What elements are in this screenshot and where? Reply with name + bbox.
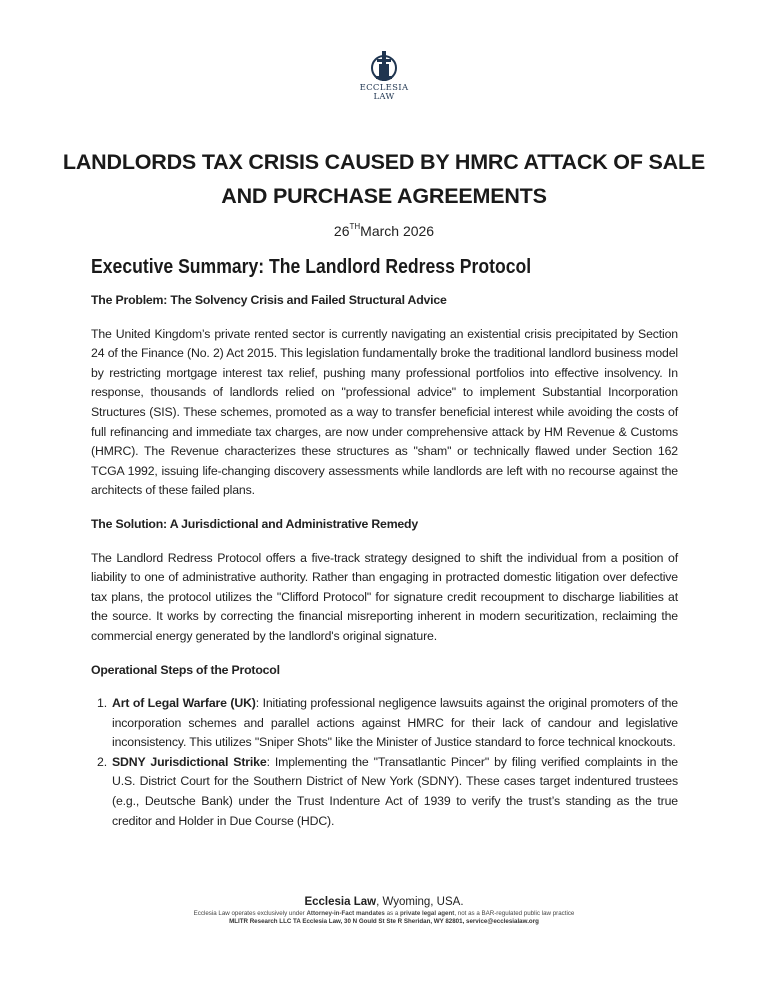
logo-brand-line1: ECCLESIA bbox=[359, 83, 409, 93]
step-text: : Initiating professional negligence lawsuits against the original promoters of the incorporation schemes and parallel actions against HMRC for their lack of candour and legislative inconsistency. This utilizes "Sniper Shots" like the Minister of Justice standard to force technical knockouts. bbox=[112, 696, 679, 750]
logo-brand-line2: LAW bbox=[373, 92, 395, 102]
document-body bbox=[91, 291, 678, 831]
footer-disclaimer bbox=[0, 909, 768, 918]
date-day: 26 bbox=[333, 223, 350, 239]
footer-address: MLITR Research LLC TA Ecclesia Law, 30 N Gould St Ste R Sheridan, WY 82801, service@ecclesialaw.org bbox=[229, 918, 539, 925]
disclaimer-text: , not as a BAR-regulated public law practice bbox=[454, 910, 575, 917]
document-title: LANDLORDS TAX CRISIS CAUSED BY HMRC ATTACK OF SALE AND PURCHASE AGREEMENTS bbox=[62, 150, 706, 208]
disclaimer-text: as a bbox=[384, 910, 400, 917]
footer-firm-location: , Wyoming, USA. bbox=[376, 896, 464, 908]
section-heading-problem: The Problem: The Solvency Crisis and Failed Structural Advice bbox=[91, 293, 447, 307]
step-title: Art of Legal Warfare (UK) bbox=[112, 696, 256, 711]
step-number: 2. bbox=[97, 754, 107, 769]
disclaimer-text: Ecclesia Law operates exclusively under bbox=[193, 910, 307, 917]
footer-firm-line bbox=[0, 895, 768, 909]
list-item bbox=[91, 753, 678, 831]
ecclesia-law-logo bbox=[350, 50, 418, 102]
steps-list bbox=[91, 694, 678, 831]
section-body-solution: The Landlord Redress Protocol offers a five-track strategy designed to shift the individual from a position of liability to one of administrative authority. Rather than engaging in protracted domestic litigation over defective tax plans, the protocol utilizes the "Clifford Protocol" for signature credit recoupment to discharge liabilities at the source. It works by correcting the financial misreporting inherent in modern securitization, reclaiming the commercial energy generated by the landlord's original signature. bbox=[91, 550, 678, 643]
date-rest: March 2026 bbox=[360, 223, 435, 239]
section-heading-solution: The Solution: A Jurisdictional and Administrative Remedy bbox=[91, 516, 419, 531]
pillar-emblem-icon bbox=[369, 50, 399, 84]
executive-summary-heading: Executive Summary: The Landlord Redress Protocol bbox=[91, 256, 532, 278]
step-title: SDNY Jurisdictional Strike bbox=[112, 754, 267, 769]
section-body-problem: The United Kingdom’s private rented sector is currently navigating an existential crisis precipitated by Section 24 of the Finance (No. 2) Act 2015. This legislation fundamentally broke the traditional landlord business model by restricting mortgage interest tax relief, pushing many professional portfolios into effective insolvency. In response, thousands of landlords relied on "professional advice" to implement Substantial Incorporation Structures (SIS). These schemes, promoted as a way to transfer beneficial interest while avoiding the costs of full refinancing and immediate tax charges, are now under comprehensive attack by HM Revenue & Customs (HMRC). The Revenue characterizes these structures as "sham" or technically flawed under Section 162 TCGA 1992, issuing life-changing discovery assessments while landlords are left with no recourse against the architects of these failed plans. bbox=[91, 326, 678, 498]
step-number: 1. bbox=[97, 696, 107, 711]
disclaimer-bold-mandates: Attorney-in-Fact mandates bbox=[306, 910, 385, 917]
section-heading-steps: Operational Steps of the Protocol bbox=[91, 662, 280, 677]
step-text: : Implementing the "Transatlantic Pincer" by filing verified complaints in the U.S. District Court for the Southern District of New York (SDNY). These cases target indentured trustees (e.g., Deutsche Bank) under the Trust Indenture Act of 1939 to verify the trust’s standing as the true creditor and Holder in Due Course (HDC). bbox=[112, 754, 678, 828]
list-item bbox=[91, 694, 678, 753]
footer-firm-name: Ecclesia Law bbox=[304, 896, 377, 908]
date-suffix: TH bbox=[349, 222, 361, 231]
disclaimer-bold-agent: private legal agent bbox=[399, 910, 455, 917]
page-footer bbox=[0, 895, 768, 926]
document-date bbox=[0, 222, 768, 239]
